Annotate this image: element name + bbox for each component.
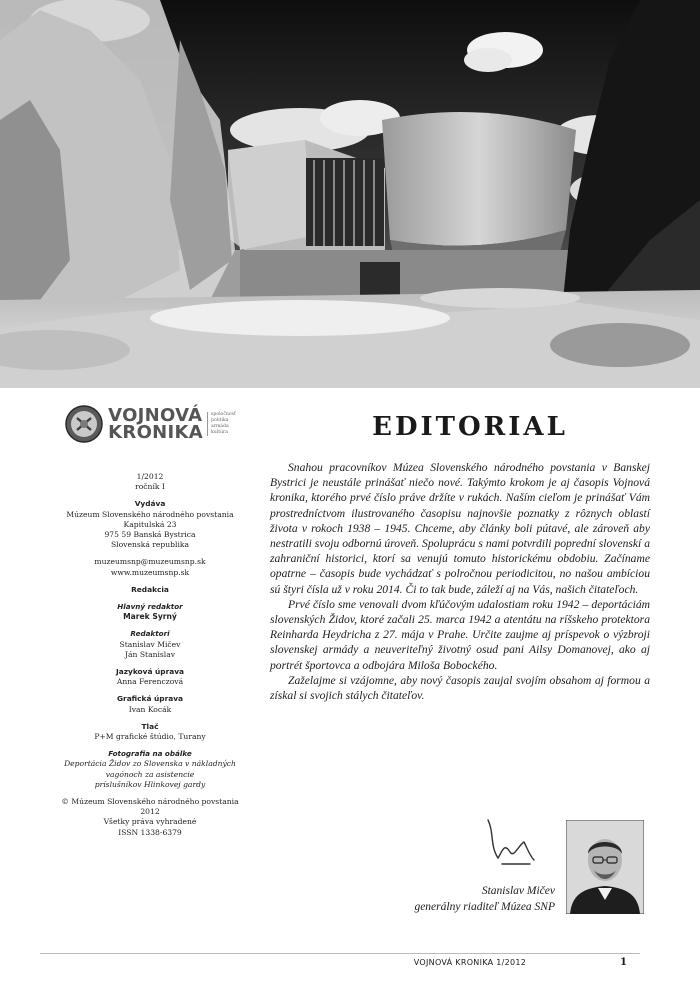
editorial-paragraph: Snahou pracovníkov Múzea Slovenského národného povstania v Banskej Bystrici je neustále prinášať niečo nové. Takýmto krokom je aj časopis Vojnová kronika, ktorého prvé číslo práve držíte v rukách. Naším cieľom je prinášať Vám prostredníctvom ilustrovaného časopisu najnovšie poznatky z rôznych oblastí života v rokoch 1938 – 1945. Chceme, aby články boli pútavé, ale zároveň aby nestratili svoju odbornú úroveň. Spoluprácu s nami potvrdili poprední slovenskí a zahraniční historici, ktorí sa venujú tomuto historickému obdobiu. Začíname opatrne – časopis bude vychádzať s polročnou periodicitou, no našou ambíciou sú štyri čísla už v roku 2014. Či to tak bude, záleží aj na Vás, našich čitateľoch. — [270, 461, 650, 596]
cover-caption-line: Deportácia Židov zo Slovenska v nákladných — [64, 759, 236, 769]
editorial-title: EDITORIAL — [372, 412, 568, 442]
author-name: Stanislav Mičev — [481, 885, 555, 897]
editorial-paragraph: Zaželajme si vzájomne, aby nový časopis zaujal svojím obsahom aj formou a získal si svojich stálych čitateľov. — [270, 673, 650, 703]
editorial-board-heading: Redakcia — [131, 584, 169, 594]
author-credit — [350, 883, 555, 915]
cover-photo-museum-building — [0, 0, 700, 388]
email-link[interactable]: muzeumsnp@muzeumsnp.sk — [94, 557, 206, 567]
publisher-line: Slovenská republika — [110, 540, 190, 550]
logo-tagline: spoločnosť politika armáda kultúra — [207, 412, 236, 436]
volume: ročník I — [135, 482, 165, 492]
copyright-line: Všetky práva vyhradené — [103, 817, 197, 827]
page-number: 1 — [620, 957, 627, 968]
cover-caption-line: príslušníkov Hlinkovej gardy — [94, 779, 206, 789]
masthead-sidebar — [40, 404, 260, 838]
footer-divider — [40, 953, 640, 954]
editor-name: Ján Stanislav — [124, 649, 176, 659]
copyright-line: 2012 — [140, 807, 160, 817]
magazine-logo — [40, 404, 260, 444]
editor-name: Stanislav Mičev — [119, 639, 181, 649]
footer-running-title: VOJNOVÁ KRONIKA 1/2012 — [413, 958, 527, 967]
publisher-line: 975 59 Banská Bystrica — [104, 530, 196, 540]
issn: ISSN 1338-6379 — [118, 827, 182, 837]
logo-wordmark: VOJNOVÁ KRONIKA — [108, 405, 204, 443]
editorial-paragraph: Prvé číslo sme venovali dvom kľúčovým udalostiam roku 1942 – deportáciám slovenských Židov, ktoré začali 25. marca 1942 a atentátu na ríšskeho protektora Reinharda Heydricha z 27. mája v Prahe. Určite zaujme aj príspevok o výzbroji slovenskej armády a neuveriteľný životný osud pani Ailsy Domanovej, ako aj portrét športovca a odbojára Miloša Bobockého. — [270, 597, 650, 672]
editorial-body — [270, 460, 650, 703]
cover-photo-heading: Fotografia na obálke — [108, 749, 192, 759]
language-editor: Anna Ferenczová — [116, 677, 184, 687]
chief-editor-heading: Hlavný redaktor — [117, 602, 183, 612]
issue-number: 1/2012 — [136, 472, 164, 481]
chief-editor-name: Marek Syrný — [123, 612, 177, 622]
seal-icon — [64, 404, 104, 444]
editors-heading: Redaktori — [130, 629, 170, 639]
author-portrait-photo — [566, 820, 644, 914]
language-editing-heading: Jazyková úprava — [115, 667, 185, 677]
print-heading: Tlač — [141, 721, 159, 731]
graphics-heading: Grafická úprava — [116, 694, 184, 704]
cover-caption-line: vagónoch za asistencie — [105, 769, 195, 779]
copyright-line: © Múzeum Slovenského národného povstania — [61, 797, 239, 807]
author-role: generálny riaditeľ Múzea SNP — [414, 901, 555, 913]
handwritten-signature — [480, 812, 540, 872]
printer: P+M grafické štúdio, Turany — [94, 732, 206, 742]
publisher-heading: Vydáva — [134, 499, 166, 509]
website-link[interactable]: www.muzeumsnp.sk — [110, 567, 190, 577]
graphics-editor: Ivan Kocák — [128, 704, 172, 714]
publisher-line: Kapitulská 23 — [123, 519, 177, 529]
publisher-line: Múzeum Slovenského národného povstania — [66, 509, 234, 519]
